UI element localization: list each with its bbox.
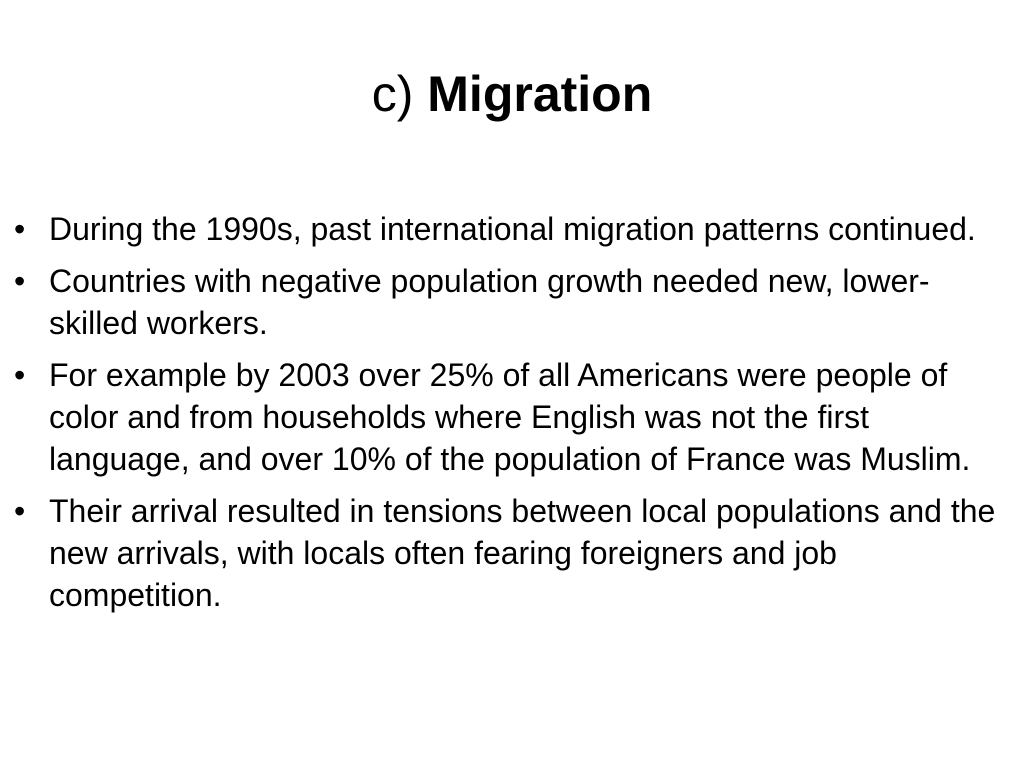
bullet-text: Countries with negative population growth needed new, lower-skilled workers. xyxy=(49,263,930,341)
bullet-item xyxy=(14,208,1018,250)
bullet-dot: • xyxy=(14,357,26,393)
bullet-dot: • xyxy=(14,263,26,299)
bullet-text: For example by 2003 over 25% of all Americans were people of color and from households where English was not the first language, and over 10% of the population of France was Muslim. xyxy=(49,357,971,477)
bullet-text: Their arrival resulted in tensions between local populations and the new arrivals, with locals often fearing foreigners and job competition. xyxy=(49,493,996,613)
bullet-item xyxy=(14,490,1018,616)
title-main: Migration xyxy=(427,66,653,122)
bullet-list xyxy=(14,208,1018,626)
bullet-text: During the 1990s, past international migration patterns continued. xyxy=(49,211,976,247)
bullet-item xyxy=(14,354,1018,480)
title-prefix: c) xyxy=(371,66,414,122)
slide-title xyxy=(0,62,1024,126)
bullet-dot: • xyxy=(14,211,26,247)
bullet-dot: • xyxy=(14,493,26,529)
bullet-item xyxy=(14,260,1018,344)
